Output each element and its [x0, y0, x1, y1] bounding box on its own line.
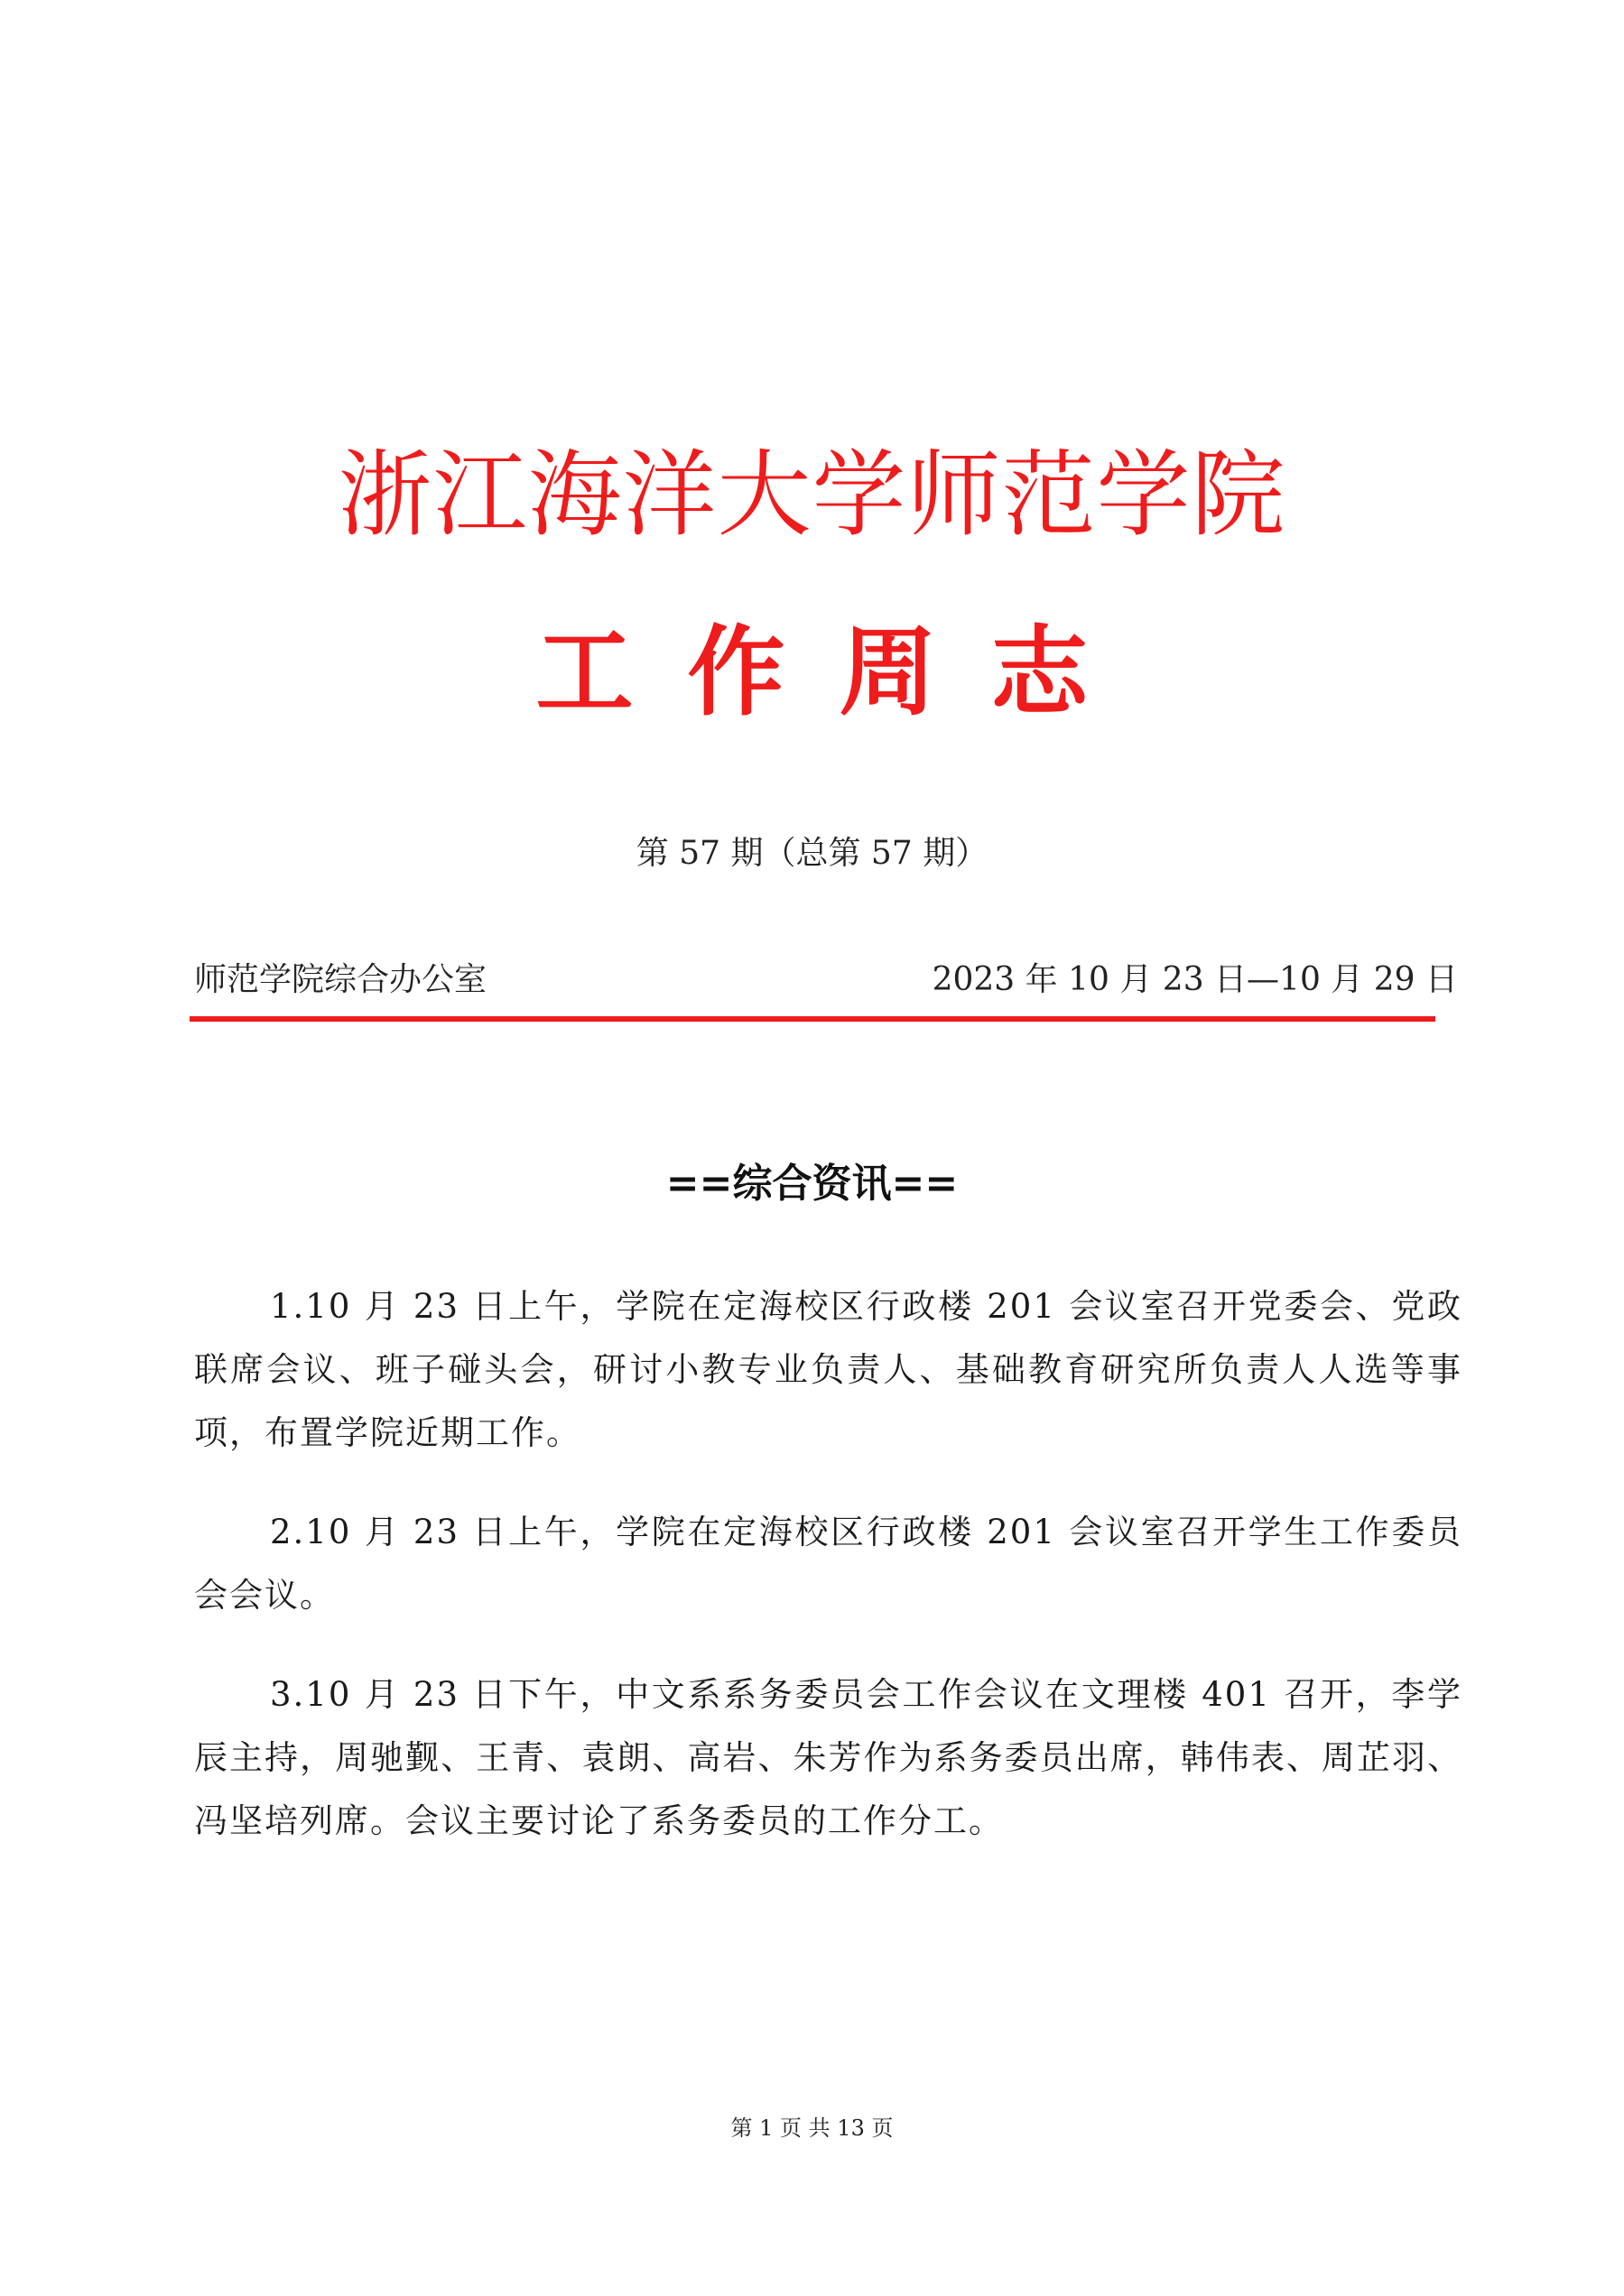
- date-range: 2023 年 10 月 23 日—10 月 29 日: [932, 961, 1458, 998]
- news-item: 3.10 月 23 日下午，中文系系务委员会工作会议在文理楼 401 召开，李学辰主持，周驰觐、王青、袁朗、高岩、朱芳作为系务委员出席，韩伟表、周芷羽、冯坚培列席。会议主要讨论了系务委员的工作分工。: [194, 1675, 1462, 1840]
- news-item: 1.10 月 23 日上午，学院在定海校区行政楼 201 会议室召开党委会、党政联席会议、班子碰头会，研讨小教专业负责人、基础教育研究所负责人人选等事项，布置学院近期工作。: [194, 1287, 1462, 1452]
- org-title: 浙江海洋大学师范学院: [338, 440, 1286, 550]
- meta-row: [194, 955, 1458, 1005]
- section-heading: ==综合资讯==: [665, 1161, 959, 1207]
- issue-number: 第 57 期（总第 57 期）: [636, 835, 988, 872]
- news-items: [194, 1275, 1462, 1889]
- news-item: 2.10 月 23 日上午，学院在定海校区行政楼 201 会议室召开学生工作委员会会议。: [194, 1513, 1462, 1615]
- office-name: 师范学院综合办公室: [194, 961, 487, 998]
- publication-title: 工作周志: [535, 616, 1143, 729]
- page-footer: 第 1 页 共 13 页: [730, 2115, 894, 2141]
- red-divider-line: [190, 1016, 1435, 1022]
